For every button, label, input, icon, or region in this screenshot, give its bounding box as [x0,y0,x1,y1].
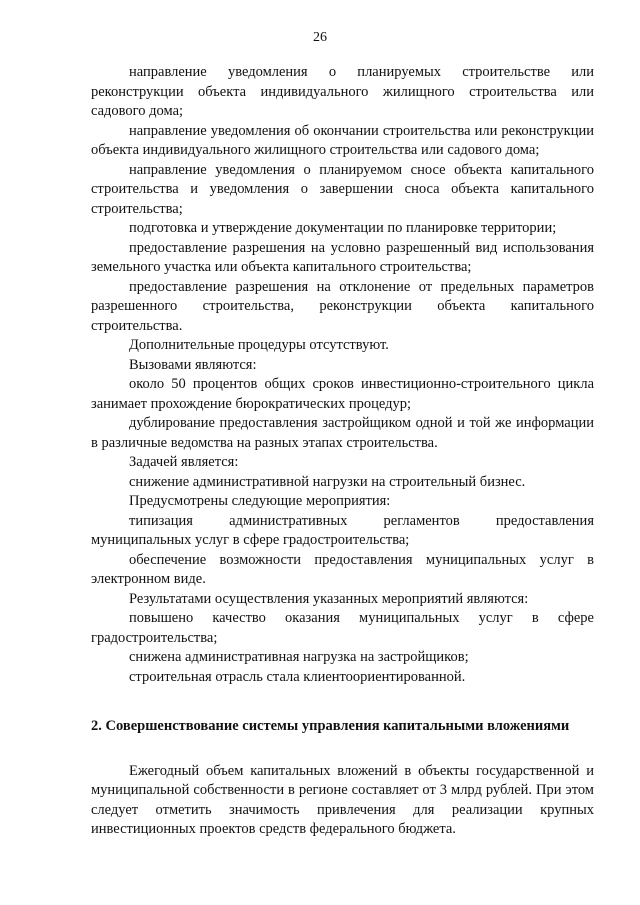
paragraph: Дополнительные процедуры отсутствуют. [129,337,389,353]
paragraph: снижена административная нагрузка на застройщиков; [129,649,469,665]
paragraph: дублирование предоставления застройщиком одной и той же информации в различные ведомства на разных этапах строительства. [91,415,594,451]
paragraph: предоставление разрешения на условно разрешенный вид использования земельного участка или объекта капитального строительства; [91,239,594,275]
paragraph: Результатами осуществления указанных мероприятий являются: [129,590,529,607]
paragraph: обеспечение возможности предоставления муниципальных услуг в электронном виде. [91,551,594,587]
paragraph: направление уведомления о планируемых строительстве или реконструкции объекта индивидуального жилищного строительства или садового дома; [91,64,594,119]
section-heading: 2. Совершенствование системы управления капитальными вложениями [91,718,570,734]
page-number: 26 [313,30,327,45]
paragraph: повышено качество оказания муниципальных услуг в сфере градостроительства; [91,610,594,646]
paragraph: Предусмотрены следующие мероприятия: [129,493,391,509]
paragraph: типизация административных регламентов предоставления муниципальных услуг в сфере градостроительства; [91,512,594,548]
paragraph: Задачей является: [129,454,239,470]
paragraph: Ежегодный объем капитальных вложений в объекты государственной и муниципальной собственности в регионе составляет от 3 млрд рублей. При этом следует отметить значимость привлечения для реализации крупных инвестиционных проектов средств федерального бюджета. [91,762,594,837]
paragraph: снижение административной нагрузки на строительный бизнес. [129,473,526,490]
paragraph: предоставление разрешения на отклонение от предельных параметров разрешенного строительства, реконструкции объекта капитального строительства. [91,278,594,334]
paragraph: Вызовами являются: [129,356,257,373]
paragraph: около 50 процентов общих сроков инвестиционно-строительного цикла занимает прохождение бюрократических процедур; [91,376,594,412]
paragraph: направление уведомления об окончании строительства или реконструкции объекта индивидуального жилищного строительства или садового дома; [91,122,594,158]
paragraph: строительная отрасль стала клиентоориентированной. [129,668,466,685]
paragraph: направление уведомления о планируемом сносе объекта капитального строительства и уведомления о завершении сноса объекта капитального строительства; [91,161,594,217]
document-body [91,63,594,840]
paragraph: подготовка и утверждение документации по планировке территории; [129,220,557,236]
